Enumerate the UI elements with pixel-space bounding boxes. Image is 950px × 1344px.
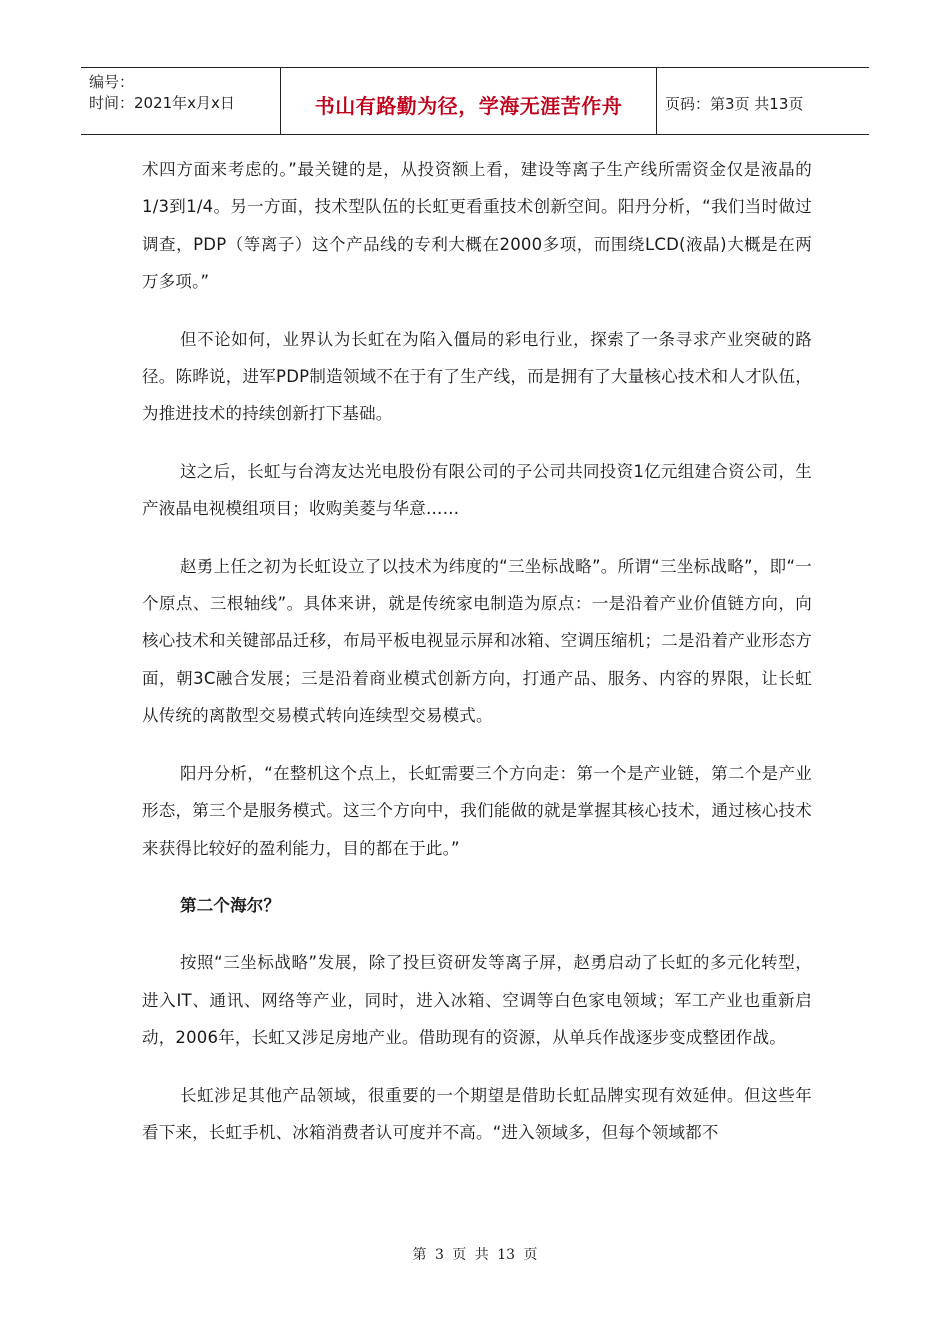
footer-page-number: 第 3 页 共 13 页 bbox=[412, 1247, 538, 1263]
header-page-cell bbox=[657, 68, 869, 134]
header-motto-cell bbox=[281, 68, 657, 134]
document-number-label: 编号： bbox=[89, 73, 135, 91]
document-body bbox=[142, 151, 812, 1171]
paragraph: 长虹涉足其他产品领域，很重要的一个期望是借助长虹品牌实现有效延伸。但这些年看下来，长虹手机、冰箱消费者认可度并不高。“进入领域多，但每个领域都不 bbox=[142, 1085, 812, 1142]
section-heading: 第二个海尔？ bbox=[180, 895, 281, 915]
document-date-label: 时间：2021年x月x日 bbox=[89, 94, 235, 112]
header-page-label: 页码：第3页 共13页 bbox=[665, 94, 804, 113]
paragraph: 但不论如何，业界认为长虹在为陷入僵局的彩电行业，探索了一条寻求产业突破的路径。陈晔说，进军PDP制造领域不在于有了生产线，而是拥有了大量核心技术和人才队伍，为推进技术的持续创新打下基础。 bbox=[142, 329, 812, 424]
paragraph: 这之后，长虹与台湾友达光电股份有限公司的子公司共同投资1亿元组建合资公司，生产液晶电视模组项目；收购美菱与华意…… bbox=[142, 461, 812, 519]
paragraph: 阳丹分析，“在整机这个点上，长虹需要三个方向走：第一个是产业链，第二个是产业形态，第三个是服务模式。这三个方向中，我们能做的就是掌握其核心技术，通过核心技术来获得比较好的盈利能力，目的都在于此。” bbox=[142, 763, 812, 858]
paragraph: 按照“三坐标战略”发展，除了投巨资研发等离子屏，赵勇启动了长虹的多元化转型，进入IT、通讯、网络等产业，同时，进入冰箱、空调等白色家电领域；军工产业也重新启动，2006年，长虹又涉足房地产业。借助现有的资源，从单兵作战逐步变成整团作战。 bbox=[142, 953, 812, 1048]
paragraph: 术四方面来考虑的。”最关键的是，从投资额上看，建设等离子生产线所需资金仅是液晶的1/3到1/4。另一方面，技术型队伍的长虹更看重技术创新空间。阳丹分析，“我们当时做过调查，PDP（等离子）这个产品线的专利大概在2000多项，而围绕LCD(液晶)大概是在两万多项。” bbox=[142, 160, 812, 292]
header-motto: 书山有路勤为径，学海无涯苦作舟 bbox=[314, 93, 623, 118]
page-footer bbox=[0, 1244, 950, 1264]
header-meta-cell bbox=[81, 68, 281, 134]
header-table bbox=[81, 67, 869, 135]
paragraph: 赵勇上任之初为长虹设立了以技术为纬度的“三坐标战略”。所谓“三坐标战略”，即“一个原点、三根轴线”。具体来讲，就是传统家电制造为原点：一是沿着产业价值链方向，向核心技术和关键部品迁移，布局平板电视显示屏和冰箱、空调压缩机；二是沿着产业形态方面，朝3C融合发展；三是沿着商业模式创新方向，打通产品、服务、内容的界限，让长虹从传统的离散型交易模式转向连续型交易模式。 bbox=[142, 556, 812, 726]
